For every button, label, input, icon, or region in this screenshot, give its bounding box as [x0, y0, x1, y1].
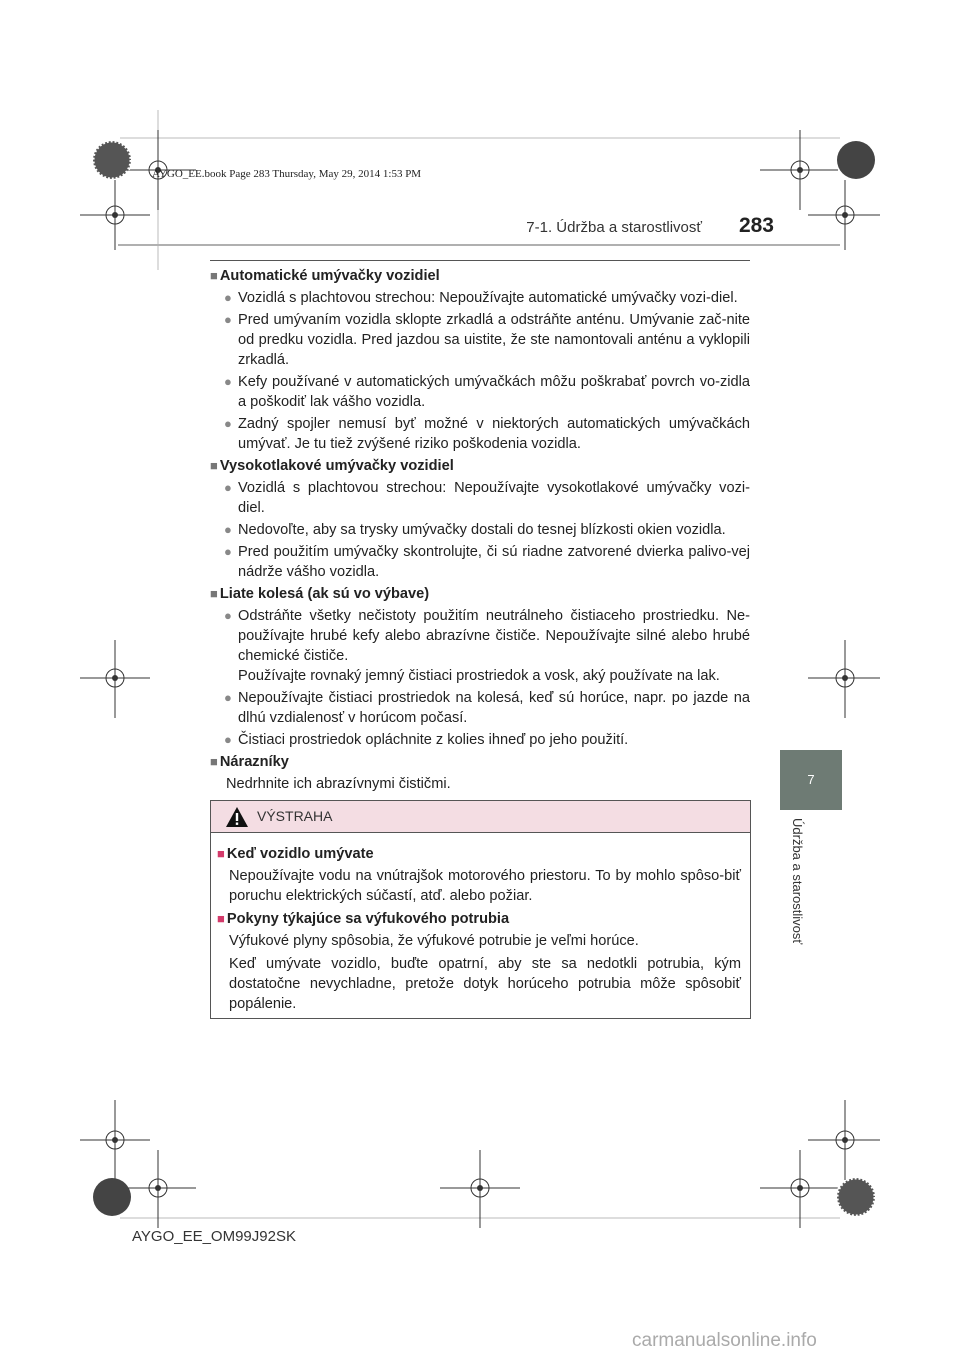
list-item: ● Vozidlá s plachtovou strechou: Nepoužívajte vysokotlakové umývačky vozi-diel. [224, 480, 750, 516]
book-info-line: AYGO_EE.book Page 283 Thursday, May 29, 2014 1:53 PM [152, 168, 422, 180]
bullet-icon: ● [224, 690, 232, 705]
list-item: ● Pred použitím umývačky skontrolujte, či sú riadne zatvorené dvierka palivo-vej nádrže vášho vozidla. [224, 544, 750, 580]
warning-paragraph: Výfukové plyny spôsobia, že výfukové potrubie je veľmi horúce. [229, 933, 639, 949]
square-bullet-icon: ■ [210, 458, 218, 473]
list-item: ● Zadný spojler nemusí byť možné v niektorých automatických umývačkách umývať. Je tu tiež zvýšené riziko poškodenia vozidla. [224, 416, 750, 452]
chapter-tab: 7 [780, 750, 842, 810]
bullet-icon: ● [224, 732, 232, 747]
section-text: Nedrhnite ich abrazívnymi čističmi. [226, 776, 451, 792]
header-divider [118, 244, 840, 246]
bullet-icon: ● [224, 544, 232, 559]
section-heading: ■ Automatické umývačky vozidiel [210, 268, 440, 284]
chapter-side-label: Údržba a starostlivosť [790, 818, 805, 945]
bullet-icon: ● [224, 416, 232, 431]
section-heading: ■ Liate kolesá (ak sú vo výbave) [210, 586, 430, 602]
footer-code: AYGO_EE_OM99J92SK [132, 1228, 296, 1245]
warning-paragraph: Keď umývate vozidlo, buďte opatrní, aby ste sa nedotkli potrubia, kým dostatočne nevychladne, pretože dotyk horúceho potrubia môže spôsobiť popálenie. [229, 956, 741, 1012]
bullet-icon: ● [224, 480, 232, 495]
list-item: ● Pred umývaním vozidla sklopte zrkadlá a odstráňte anténu. Umývanie zač-nite od predku vozidla. Pred jazdou sa uistite, že ste namontovali anténu a vyklopili zrkadlá. [224, 312, 750, 368]
square-bullet-icon: ■ [210, 586, 218, 601]
bullet-icon: ● [224, 522, 232, 537]
solid-target-icon [93, 1178, 131, 1216]
square-bullet-icon: ■ [210, 268, 218, 283]
chapter-title: 7-1. Údržba a starostlivosť [526, 219, 702, 236]
section-heading: ■ Nárazníky [210, 754, 289, 770]
bullet-icon: ● [224, 374, 232, 389]
warning-body [217, 844, 741, 1017]
warning-item-heading: ■ Keď vozidlo umývate [217, 846, 374, 862]
bullet-icon: ● [224, 312, 232, 327]
list-item: ● Kefy používané v automatických umývačkách môžu poškrabať povrch vo-zidla a poškodiť lak vášho vozidla. [224, 374, 750, 410]
warning-triangle-icon [225, 806, 249, 828]
list-item: ● Vozidlá s plachtovou strechou: Nepoužívajte automatické umývačky vozi-diel. [224, 290, 738, 306]
list-item: ● Čistiaci prostriedok opláchnite z kolies ihneď po jeho použití. [224, 732, 629, 748]
warning-paragraph: Nepoužívajte vodu na vnútrajšok motorového priestoru. To by mohlo spôso-biť poruchu elektrických súčastí, atď. alebo požiar. [229, 868, 741, 904]
main-content [210, 266, 750, 796]
list-item: ● Nedovoľte, aby sa trysky umývačky dostali do tesnej blízkosti okien vozidla. [224, 522, 726, 538]
watermark: carmanualsonline.info [632, 1330, 817, 1351]
section-heading: ■ Vysokotlakové umývačky vozidiel [210, 458, 454, 474]
bullet-icon: ● [224, 290, 232, 305]
warning-item-heading: ■ Pokyny týkajúce sa výfukového potrubia [217, 911, 510, 927]
content-divider [210, 260, 750, 261]
list-item: ● Odstráňte všetky nečistoty použitím neutrálneho čistiaceho prostriedku. Ne-používajte hrubé kefy alebo abrazívne čističe. Nepoužívajte silné alebo hrubé chemické čističe. Používajte rovnaký jemný čistiaci prostriedok a vosk, aký používate na lak. [224, 608, 750, 684]
bullet-icon: ● [224, 608, 232, 623]
warning-title: VÝSTRAHA [257, 808, 333, 824]
page-number: 283 [738, 214, 774, 237]
square-bullet-icon: ■ [217, 911, 225, 926]
square-bullet-icon: ■ [217, 846, 225, 861]
warning-box [210, 800, 751, 1019]
list-item: ● Nepoužívajte čistiaci prostriedok na kolesá, keď sú horúce, napr. po jazde na dlhú vzdialenosť v horúcom počasí. [224, 690, 750, 726]
warning-header [211, 801, 750, 833]
square-bullet-icon: ■ [210, 754, 218, 769]
solid-target-icon [837, 141, 875, 179]
